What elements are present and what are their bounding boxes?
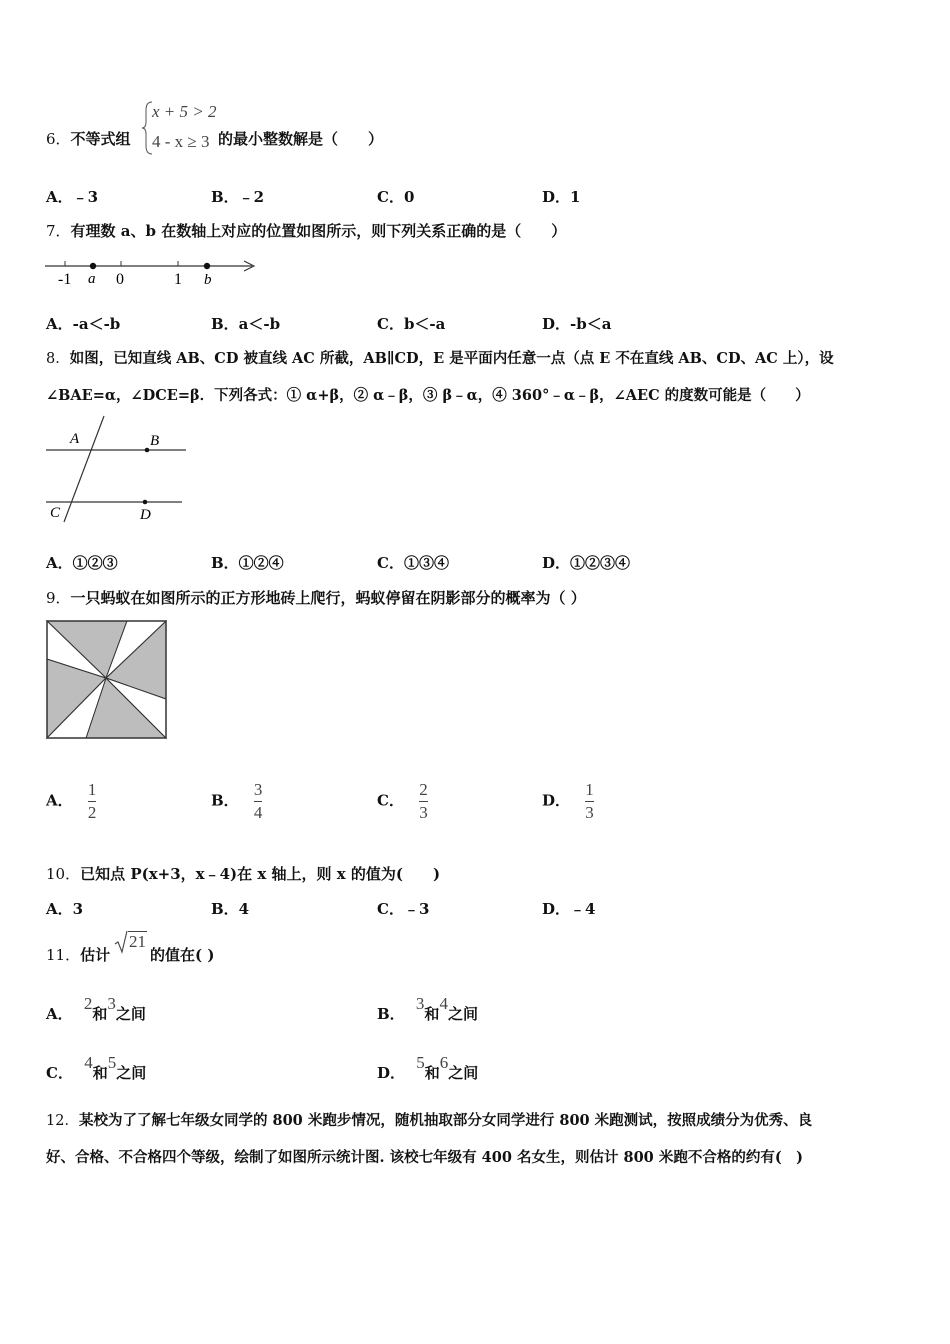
- q11-option-a[interactable]: A． 2和3之间: [46, 994, 146, 1023]
- q10-option-a[interactable]: A．3: [46, 900, 84, 918]
- q9-option-d[interactable]: D． $\frac{1}{3}$: [542, 780, 594, 822]
- q10-stem: 10．已知点 P(x+3，x﹣4)在 x 轴上，则 x 的值为( ): [46, 865, 441, 883]
- q6-inequality-system: [142, 100, 218, 156]
- q9-stem: 9．一只蚂蚁在如图所示的正方形地砖上爬行，蚂蚁停留在阴影部分的概率为（ ）: [46, 589, 586, 607]
- q6-option-d[interactable]: D．1: [542, 188, 581, 206]
- q11-stem: 11．估计: [46, 946, 111, 964]
- q7-option-a[interactable]: A．-a＜-b: [46, 315, 121, 333]
- q6-option-c[interactable]: C．0: [377, 188, 415, 206]
- label-B: B: [150, 433, 160, 449]
- q10-option-b[interactable]: B．4: [211, 900, 250, 918]
- q8-option-d[interactable]: D．①②③④: [542, 554, 631, 572]
- q11-option-b[interactable]: B． 3和4之间: [377, 994, 478, 1023]
- fraction: $\frac{3}{4}$: [253, 780, 263, 822]
- label-D: D: [140, 507, 151, 523]
- axis-label-1: 1: [174, 271, 182, 288]
- q6-option-a[interactable]: A．﹣3: [46, 188, 99, 206]
- q9-option-a[interactable]: A． $\frac{1}{2}$: [46, 780, 97, 822]
- radical-icon: [114, 930, 128, 954]
- q6-line1: x + 5 > 2: [152, 102, 217, 121]
- q11-option-c[interactable]: C． 4和5之间: [46, 1053, 147, 1082]
- q11-suffix: 的值在( ): [150, 946, 215, 964]
- q10-option-d[interactable]: D．﹣4: [542, 900, 596, 918]
- q12-stem-line2: 好、合格、不合格四个等级，绘制了如图所示统计图. 该校七年级有 400 名女生，则估计 800 米跑不合格的约有( ): [46, 1149, 804, 1166]
- q7-option-b[interactable]: B．a＜-b: [211, 315, 281, 333]
- square-tile-figure: [45, 619, 169, 741]
- q6-stem: 6．不等式组: [46, 130, 131, 148]
- q10-option-c[interactable]: C．﹣3: [377, 900, 430, 918]
- q8-stem-line1: 8．如图，已知直线 AB、CD 被直线 AC 所截，AB∥CD，E 是平面内任意一点（点 E 不在直线 AB、CD、AC 上），设: [46, 350, 834, 367]
- number-line-figure: [40, 252, 265, 292]
- radicand: 21: [129, 932, 146, 951]
- label-C: C: [50, 505, 61, 521]
- parallel-lines-figure: [40, 412, 190, 524]
- q9-option-c[interactable]: C． $\frac{2}{3}$: [377, 780, 428, 822]
- axis-label-a: a: [88, 271, 96, 287]
- q8-stem-line2: ∠BAE=α，∠DCE=β．下列各式：① α+β，② α﹣β，③ β﹣α，④ 360°﹣α﹣β，∠AEC 的度数可能是（ ）: [46, 387, 810, 404]
- label-A: A: [70, 431, 80, 447]
- q12-stem-line1: 12．某校为了了解七年级女同学的 800 米跑步情况，随机抽取部分女同学进行 800 米跑测试，按照成绩分为优秀、良: [46, 1112, 813, 1129]
- q6-suffix: 的最小整数解是（ ）: [218, 130, 384, 148]
- q7-option-d[interactable]: D．-b＜a: [542, 315, 612, 333]
- q8-option-c[interactable]: C．①③④: [377, 554, 449, 572]
- q9-option-b[interactable]: B． $\frac{3}{4}$: [211, 780, 263, 822]
- q6-option-b[interactable]: B．﹣2: [211, 188, 265, 206]
- q7-option-c[interactable]: C．b＜-a: [377, 315, 446, 333]
- fraction: $\frac{2}{3}$: [419, 780, 428, 822]
- fraction: $\frac{1}{3}$: [585, 780, 594, 822]
- q8-option-b[interactable]: B．①②④: [211, 554, 284, 572]
- fraction: $\frac{1}{2}$: [87, 780, 97, 822]
- q8-option-a[interactable]: A．①②③: [46, 554, 118, 572]
- axis-label-b: b: [204, 272, 212, 288]
- axis-label-minus1: -1: [58, 271, 72, 288]
- q6-line2: 4 - x ≥ 3: [152, 132, 210, 151]
- q11-option-d[interactable]: D． 5和6之间: [377, 1053, 479, 1082]
- axis-label-0: 0: [116, 271, 124, 288]
- q7-stem: 7．有理数 a、b 在数轴上对应的位置如图所示，则下列关系正确的是（ ）: [46, 222, 567, 240]
